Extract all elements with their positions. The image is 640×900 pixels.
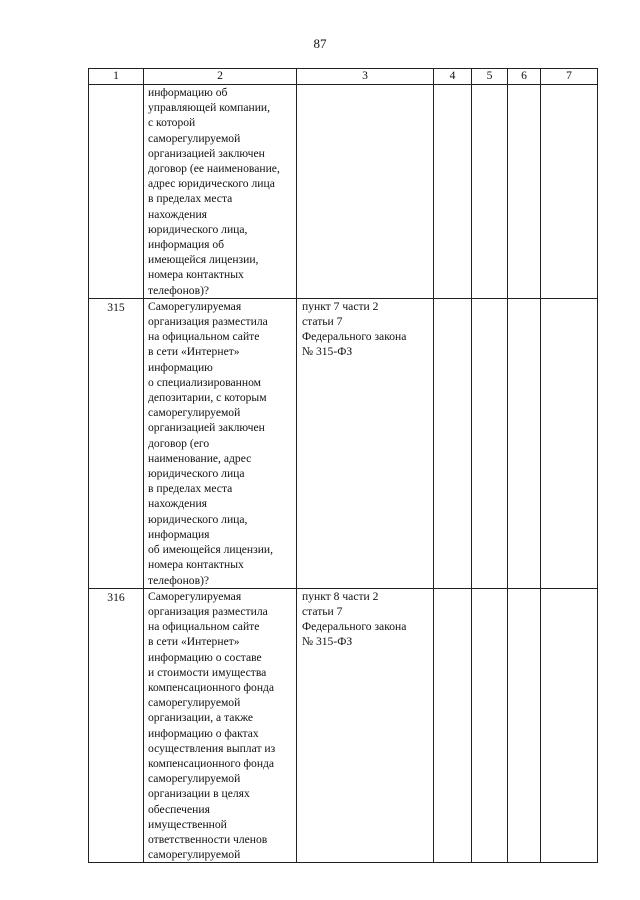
question-line: обеспечения <box>148 802 210 816</box>
question-line: ответственности членов <box>148 832 268 846</box>
column-header-4: 4 <box>434 69 472 85</box>
answer-cell-col-7 <box>541 85 598 299</box>
question-line: саморегулируемой <box>148 848 241 862</box>
question-line: с которой <box>148 116 196 130</box>
question-line: осуществления выплат из <box>148 741 276 755</box>
question-line: саморегулируемой <box>148 696 241 710</box>
question-line: Саморегулируемая <box>148 299 242 313</box>
question-line: договор (его <box>148 436 210 450</box>
answer-cell-col-5 <box>472 298 508 588</box>
question-line: нахождения <box>148 497 208 511</box>
question-line: нахождения <box>148 207 208 221</box>
row-number-cell <box>89 85 144 299</box>
question-cell <box>144 85 297 299</box>
answer-cell-col-7 <box>541 588 598 863</box>
answer-cell-col-5 <box>472 588 508 863</box>
column-header-6: 6 <box>508 69 541 85</box>
question-line: наименование, адрес <box>148 451 252 465</box>
legal-reference-cell <box>297 588 434 863</box>
reference-line: статьи 7 <box>302 604 343 618</box>
question-line: юридического лица <box>148 467 245 481</box>
reference-line: статьи 7 <box>302 315 343 329</box>
question-line: информацию <box>148 360 213 374</box>
question-line: юридического лица, <box>148 512 248 526</box>
question-line: в сети «Интернет» <box>148 345 240 359</box>
question-line: в пределах места <box>148 482 233 496</box>
question-line: Саморегулируемая <box>148 589 242 603</box>
question-line: саморегулируемой <box>148 406 241 420</box>
question-line: номера контактных <box>148 268 244 282</box>
header-row <box>89 69 598 85</box>
question-line: номера контактных <box>148 558 244 572</box>
question-line: о специализированном <box>148 375 262 389</box>
question-line: компенсационного фонда <box>148 756 275 770</box>
question-line: на официальном сайте <box>148 330 260 344</box>
table-row <box>89 588 598 863</box>
page-number: 87 <box>313 36 327 51</box>
question-line: информацию о составе <box>148 650 262 664</box>
legal-reference-cell <box>297 85 434 299</box>
question-line: информация <box>148 527 210 541</box>
column-header-5: 5 <box>472 69 508 85</box>
question-line: в сети «Интернет» <box>148 635 240 649</box>
question-line: компенсационного фонда <box>148 680 275 694</box>
reference-line: пункт 7 части 2 <box>302 299 379 313</box>
question-line: информацию об <box>148 86 228 99</box>
legal-reference-cell <box>297 298 434 588</box>
question-line: и стоимости имущества <box>148 665 267 679</box>
question-line: депозитарии, с которым <box>148 391 267 405</box>
question-line: саморегулируемой <box>148 772 241 786</box>
answer-cell-col-6 <box>508 85 541 299</box>
question-line: в пределах места <box>148 192 233 206</box>
question-line: адрес юридического лица <box>148 177 275 191</box>
question-cell <box>144 298 297 588</box>
question-line: на официальном сайте <box>148 620 260 634</box>
question-line: имущественной <box>148 817 227 831</box>
reference-line: пункт 8 части 2 <box>302 589 379 603</box>
question-line: организация разместила <box>148 315 268 329</box>
reference-line: № 315-ФЗ <box>302 345 353 359</box>
question-line: организации, а также <box>148 711 254 725</box>
column-header-7: 7 <box>541 69 598 85</box>
question-line: информация об <box>148 238 225 252</box>
question-line: имеющейся лицензии, <box>148 253 259 267</box>
question-line: организация разместила <box>148 604 268 618</box>
question-line: об имеющейся лицензии, <box>148 543 274 557</box>
reference-line: № 315-ФЗ <box>302 635 353 649</box>
answer-cell-col-5 <box>472 85 508 299</box>
column-header-3: 3 <box>297 69 434 85</box>
answer-cell-col-6 <box>508 298 541 588</box>
answer-cell-col-7 <box>541 298 598 588</box>
question-line: договор (ее наименование, <box>148 162 280 176</box>
row-number-cell: 315 <box>89 298 144 588</box>
question-cell <box>144 588 297 863</box>
checklist-table <box>88 68 598 863</box>
table-row <box>89 298 598 588</box>
question-line: организацией заключен <box>148 146 265 160</box>
question-line: управляющей компании, <box>148 101 271 115</box>
reference-line: Федерального закона <box>302 620 407 634</box>
answer-cell-col-4 <box>434 588 472 863</box>
answer-cell-col-4 <box>434 298 472 588</box>
answer-cell-col-4 <box>434 85 472 299</box>
question-line: информацию о фактах <box>148 726 259 740</box>
column-header-2: 2 <box>144 69 297 85</box>
question-line: организации в целях <box>148 787 250 801</box>
question-line: саморегулируемой <box>148 131 241 145</box>
question-line: телефонов)? <box>148 283 210 297</box>
table-row <box>89 85 598 299</box>
question-line: юридического лица, <box>148 222 248 236</box>
column-header-1: 1 <box>89 69 144 85</box>
question-line: организацией заключен <box>148 421 265 435</box>
question-line: телефонов)? <box>148 573 210 587</box>
row-number-cell: 316 <box>89 588 144 863</box>
answer-cell-col-6 <box>508 588 541 863</box>
reference-line: Федерального закона <box>302 330 407 344</box>
